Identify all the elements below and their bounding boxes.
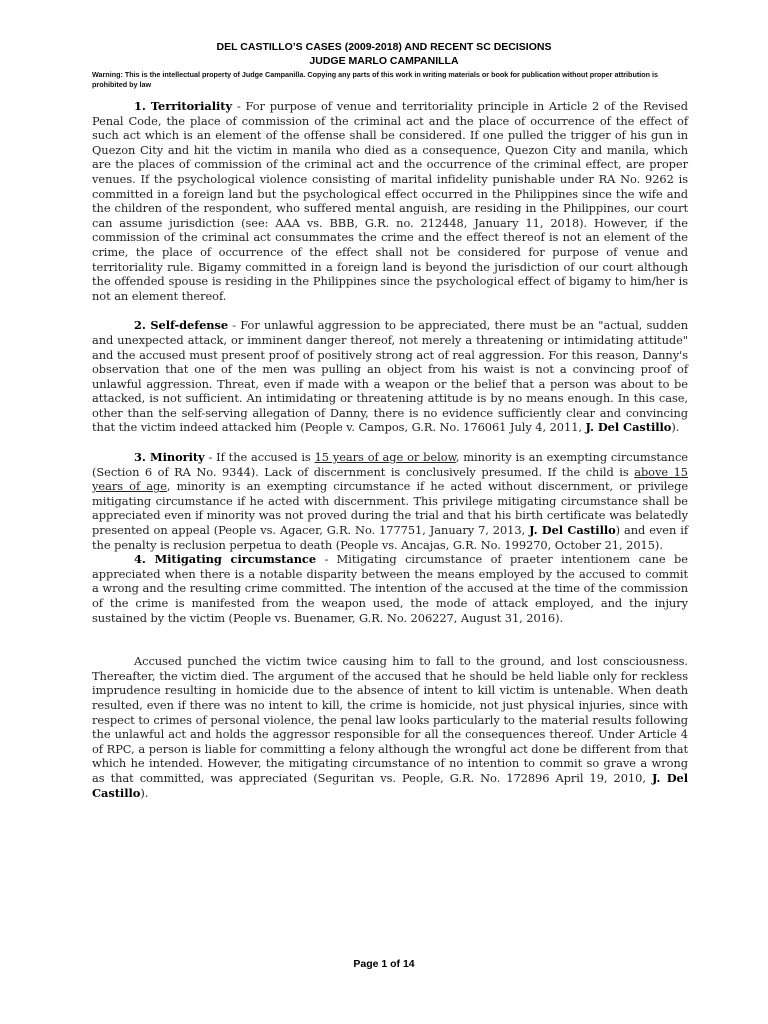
judge-name: J. Del Castillo [92, 770, 688, 800]
section-mitigating-circumstance [92, 552, 688, 625]
section-minority [92, 450, 688, 552]
case-paragraph [92, 654, 688, 800]
section-text: - For purpose of venue and territoriality principle in Article 2 of the Revised Penal Code, the place of commission of the criminal act and the place of occurrence of the effect of such act which is an element of the offense shall be considered. If one pulled the trigger of his gun in Quezon City and hit the victim in manila who died as a consequence, Quezon City and manila, which are the places of commission of the criminal act and the occurrence of the criminal effect, are proper venues. If the psychological violence consisting of marital infidelity punishable under RA No. 9262 is committed in a foreign land but the psychological effect occurred in the Philippines since the wife and the children of the respondent, who suffered mental anguish, are residing in the Philippines, our court can assume jurisdiction (see: AAA vs. BBB, G.R. no. 212448, January 11, 2018). However, if the commission of the criminal act consummates the crime and the effect thereof is not an element of the crime, the place of occurrence of the effect shall not be considered for purpose of venue and territoriality rule. Bigamy committed in a foreign land is beyond the jurisdiction of our court although the offended spouse is residing in the Philippines since the psychological effect of bigamy to him/her is not an element thereof. [92, 99, 688, 303]
section-heading: 2. Self-defense [134, 318, 229, 333]
section-text-end: ). [671, 420, 680, 435]
section-text: , minority is an exempting circumstance (Section 6 of RA No. 9344). Lack of discernment is conclusively presumed. If the child is [92, 450, 688, 479]
section-self-defense [92, 318, 688, 435]
copyright-warning: Warning: This is the intellectual property of Judge Campanilla. Copying any parts of this work in writing materials or book for publication without proper attribution is prohibited by law [92, 70, 658, 89]
section-heading: 1. Territoriality [134, 99, 233, 113]
section-text: - For unlawful aggression to be appreciated, there must be an "actual, sudden and unexpected attack, or imminent danger thereof, not merely a threatening or intimidating attitude" and the accused must present proof of positively strong act of real aggression. For this reason, Danny's observation that one of the men was pulling an object from his waist is not a convincing proof of unlawful aggression. Threat, even if made with a weapon or the belief that a person was about to be attacked, is not sufficient. An intimidating or threatening attitude is by no means enough. In this case, other than the self-serving allegation of Danny, there is no evidence sufficiently clear and convincing that the victim indeed attacked him (People v. Campos, G.R. No. 176061 July 4, 2011, [92, 318, 688, 435]
document-title: DEL CASTILLO’S CASES (2009-2018) AND RECENT SC DECISIONS [216, 41, 552, 53]
page-number: Page 1 of 14 [353, 958, 415, 970]
document-author: JUDGE MARLO CAMPANILLA [309, 55, 459, 67]
underlined-phrase: above 15 years of age [92, 464, 688, 494]
document-body [92, 99, 688, 800]
section-heading: 3. Minority [134, 450, 205, 465]
judge-name: J. Del Castillo [585, 420, 672, 435]
section-territoriality [92, 99, 688, 303]
judge-name: J. Del Castillo [529, 523, 616, 538]
section-text: , minority is an exempting circumstance if he acted without discernment, or privilege mitigating circumstance if he acted with discernment. This privilege mitigating circumstance shall be appreciated even if minority was not proved during the trial and that his birth certificate was belatedly presented on appeal (People vs. Agacer, G.R. No. 177751, January 7, 2013, [92, 479, 689, 538]
section-text-end: ). [140, 785, 149, 800]
section-heading: 4. Mitigating circumstance [134, 552, 317, 567]
section-text: - If the accused is [204, 450, 315, 465]
section-text: Accused punched the victim twice causing him to fall to the ground, and lost consciousness. Thereafter, the victim died. The argument of the accused that he should be held liable only for reckless imprudence resulting in homicide due to the absence of intent to kill victim is untenable. When death resulted, even if there was no intent to kill, the crime is homicide, not just physical injuries, since with respect to crimes of personal violence, the penal law looks particularly to the material results following the unlawful act and holds the aggressor responsible for all the consequences thereof. Under Article 4 of RPC, a person is liable for committing a felony although the wrongful act done be different from that which he intended. However, the mitigating circumstance of no intention to commit so grave a wrong as that committed, was appreciated (Seguritan vs. People, G.R. No. 172896 April 19, 2010, [92, 654, 688, 785]
section-text: ) and even if the penalty is reclusion perpetua to death (People vs. Ancajas, G.R. No. 199270, October 21, 2015). [92, 523, 688, 552]
underlined-phrase: 15 years of age or below [314, 450, 456, 465]
section-text: - Mitigating circumstance of praeter intentionem cane be appreciated when there is a notable disparity between the means employed by the accused to commit a wrong and the resulting crime committed. The intention of the accused at the time of the commission of the crime is manifested from the weapon used, the mode of attack employed, and the injury sustained by the victim (People vs. Buenamer, G.R. No. 206227, August 31, 2016). [92, 552, 688, 625]
